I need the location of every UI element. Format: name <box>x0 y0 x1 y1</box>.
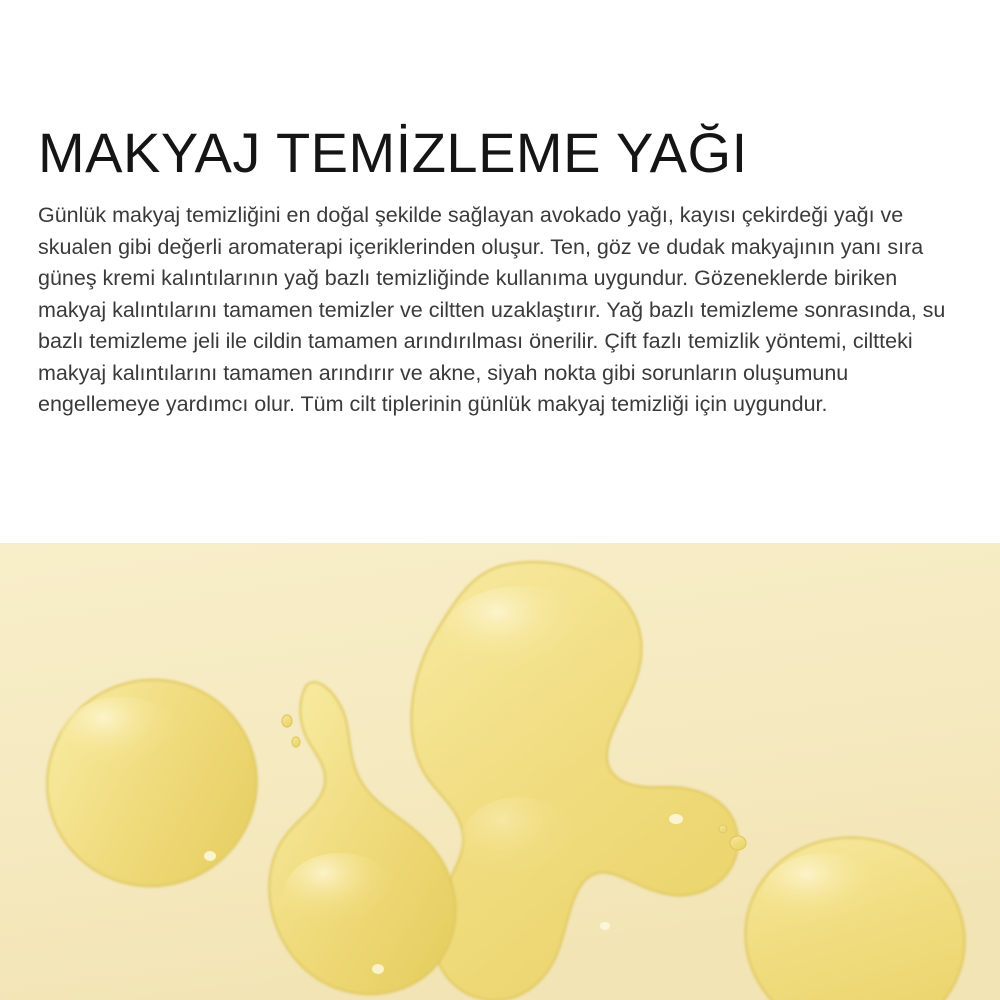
product-hero-image <box>0 543 1000 1000</box>
page-title: MAKYAJ TEMİZLEME YAĞI <box>38 121 748 184</box>
product-description: Günlük makyaj temizliğini en doğal şekilde sağlayan avokado yağı, kayısı çekirdeği yağı ve skualen gibi değerli aromaterapi içeriklerinden oluşur. Ten, göz ve dudak makyajının yanı sıra güneş kremi kalıntılarının yağ bazlı temizliğinde kullanıma uygundur. Gözeneklerde biriken makyaj kalıntılarını tamamen temizler ve ciltten uzaklaştırır. Yağ bazlı temizleme sonrasında, su bazlı temizleme jeli ile cildin tamamen arındırılması önerilir. Çift fazlı temizlik yöntemi, ciltteki makyaj kalıntılarını tamamen arındırır ve akne, siyah nokta gibi sorunların oluşumunu engellemeye yardımcı olur. Tüm cilt tiplerinin günlük makyaj temizliği için uygundur. <box>38 203 946 416</box>
product-text-block <box>38 120 958 421</box>
